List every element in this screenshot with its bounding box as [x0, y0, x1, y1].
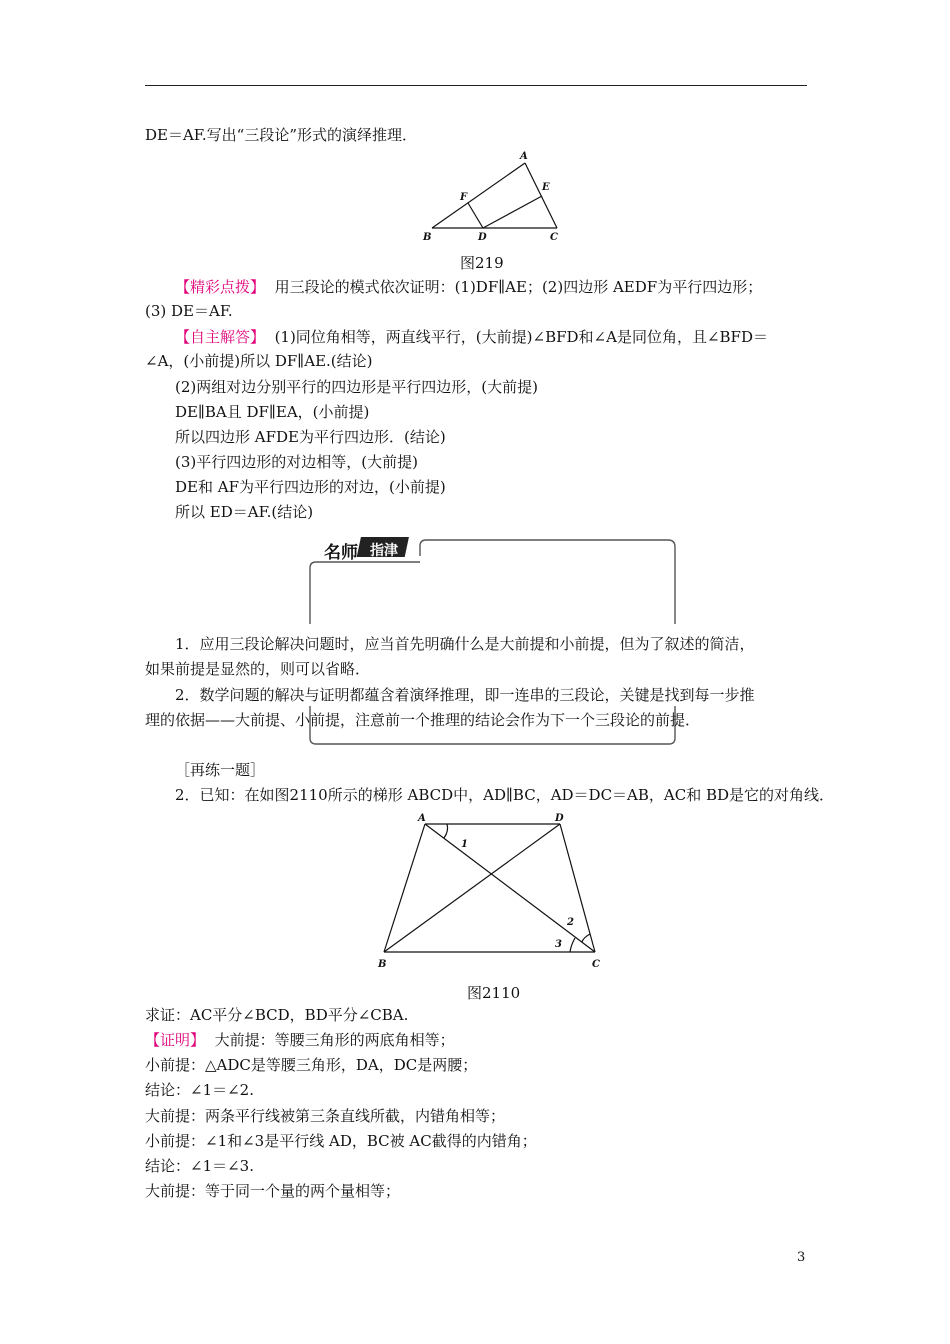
figure-219 [420, 148, 570, 248]
practice-label: ［再练一题］ [175, 761, 266, 779]
proof-line: 小前提：∠1和∠3是平行线 AD，BC被 AC截得的内错角； [145, 1132, 537, 1150]
angle-arc-3 [570, 938, 575, 952]
label-c: C [592, 959, 600, 970]
text-line: (3)平行四边形的对边相等，(大前提) [175, 453, 418, 471]
proof-line: 大前提：两条平行线被第三条直线所截，内错角相等； [145, 1107, 506, 1125]
tip-text: 理的依据——大前提、小前提，注意前一个推理的结论会作为下一个三段论的前提． [145, 711, 701, 729]
proof-line: 结论：∠1＝∠3. [145, 1157, 254, 1175]
text-line: ∠A，(小前提)所以 DF∥AE.(结论) [145, 352, 373, 370]
label-b: B [378, 959, 387, 970]
text-line: (3) DE＝AF. [145, 302, 233, 320]
segment-de [483, 196, 542, 228]
hint-text: 用三段论的模式依次证明：(1)DF∥AE；(2)四边形 AEDF为平行四边形； [274, 278, 763, 296]
proof-tag: 【证明】 [145, 1031, 206, 1049]
answer-line [175, 327, 768, 347]
text-line: 所以四边形 AFDE为平行四边形．(结论) [175, 428, 446, 446]
prove-statement: 求证：AC平分∠BCD，BD平分∠CBA. [145, 1006, 409, 1024]
tip-text: 1．应用三段论解决问题时，应当首先明确什么是大前提和小前提，但为了叙述的简洁， [175, 635, 755, 653]
angle-label-3: 3 [555, 939, 562, 950]
hint-line [175, 277, 762, 297]
label-d: D [555, 813, 564, 824]
proof-line [145, 1030, 455, 1050]
label-f: F [460, 192, 468, 203]
tip-text: 2．数学问题的解决与证明都蕴含着演绎推理，即一连串的三段论，关键是找到每一步推 [175, 686, 755, 704]
label-a: A [520, 151, 528, 162]
side-ab [384, 824, 425, 952]
diagonal-bd [384, 824, 560, 952]
label-b: B [423, 232, 432, 243]
tip-title-b: 指津 [370, 543, 398, 559]
figure-2110-caption: 图2110 [467, 984, 521, 1002]
proof-text: 大前提：等腰三角形的两底角相等； [214, 1031, 455, 1049]
label-e: E [542, 182, 550, 193]
header-rule [145, 85, 807, 86]
hint-tag: 【精彩点拨】 [175, 278, 266, 296]
text-line: DE和 AF为平行四边形的对边，(小前提) [175, 478, 446, 496]
proof-line: 大前提：等于同一个量的两个量相等； [145, 1182, 401, 1200]
tip-text: 如果前提是显然的，则可以省略． [145, 660, 371, 678]
label-d: D [478, 232, 487, 243]
angle-label-1: 1 [461, 839, 468, 850]
text-line: DE＝AF.写出“三段论”形式的演绎推理． [145, 126, 417, 144]
side-ba [432, 163, 525, 228]
text-line: 所以 ED＝AF.(结论) [175, 503, 314, 521]
proof-line: 结论：∠1＝∠2. [145, 1081, 254, 1099]
answer-text: (1)同位角相等，两直线平行，(大前提)∠BFD和∠A是同位角，且∠BFD＝ [274, 328, 768, 346]
text-line: DE∥BA且 DF∥EA，(小前提) [175, 403, 370, 421]
side-dc [560, 824, 595, 952]
label-c: C [550, 232, 558, 243]
angle-arc-1 [444, 824, 448, 838]
angle-arc-2 [582, 934, 590, 942]
tip-box-title [318, 536, 416, 563]
text-line: (2)两组对边分别平行的四边形是平行四边形，(大前提) [175, 378, 538, 396]
page-number: 3 [797, 1250, 806, 1265]
figure-2110 [370, 812, 610, 974]
practice-question: 2．已知：在如图2110所示的梯形 ABCD中，AD∥BC，AD＝DC＝AB，AC和 BD是它的对角线． [175, 786, 835, 804]
angle-label-2: 2 [567, 917, 574, 928]
tip-title-a: 名师 [324, 543, 358, 563]
diagonal-ac [425, 824, 595, 952]
segment-fd [468, 203, 483, 228]
figure-219-caption: 图219 [460, 254, 504, 272]
label-a: A [418, 813, 426, 824]
proof-line: 小前提：△ADC是等腰三角形，DA，DC是两腰； [145, 1056, 478, 1074]
answer-tag: 【自主解答】 [175, 328, 266, 346]
side-ac [525, 163, 557, 228]
